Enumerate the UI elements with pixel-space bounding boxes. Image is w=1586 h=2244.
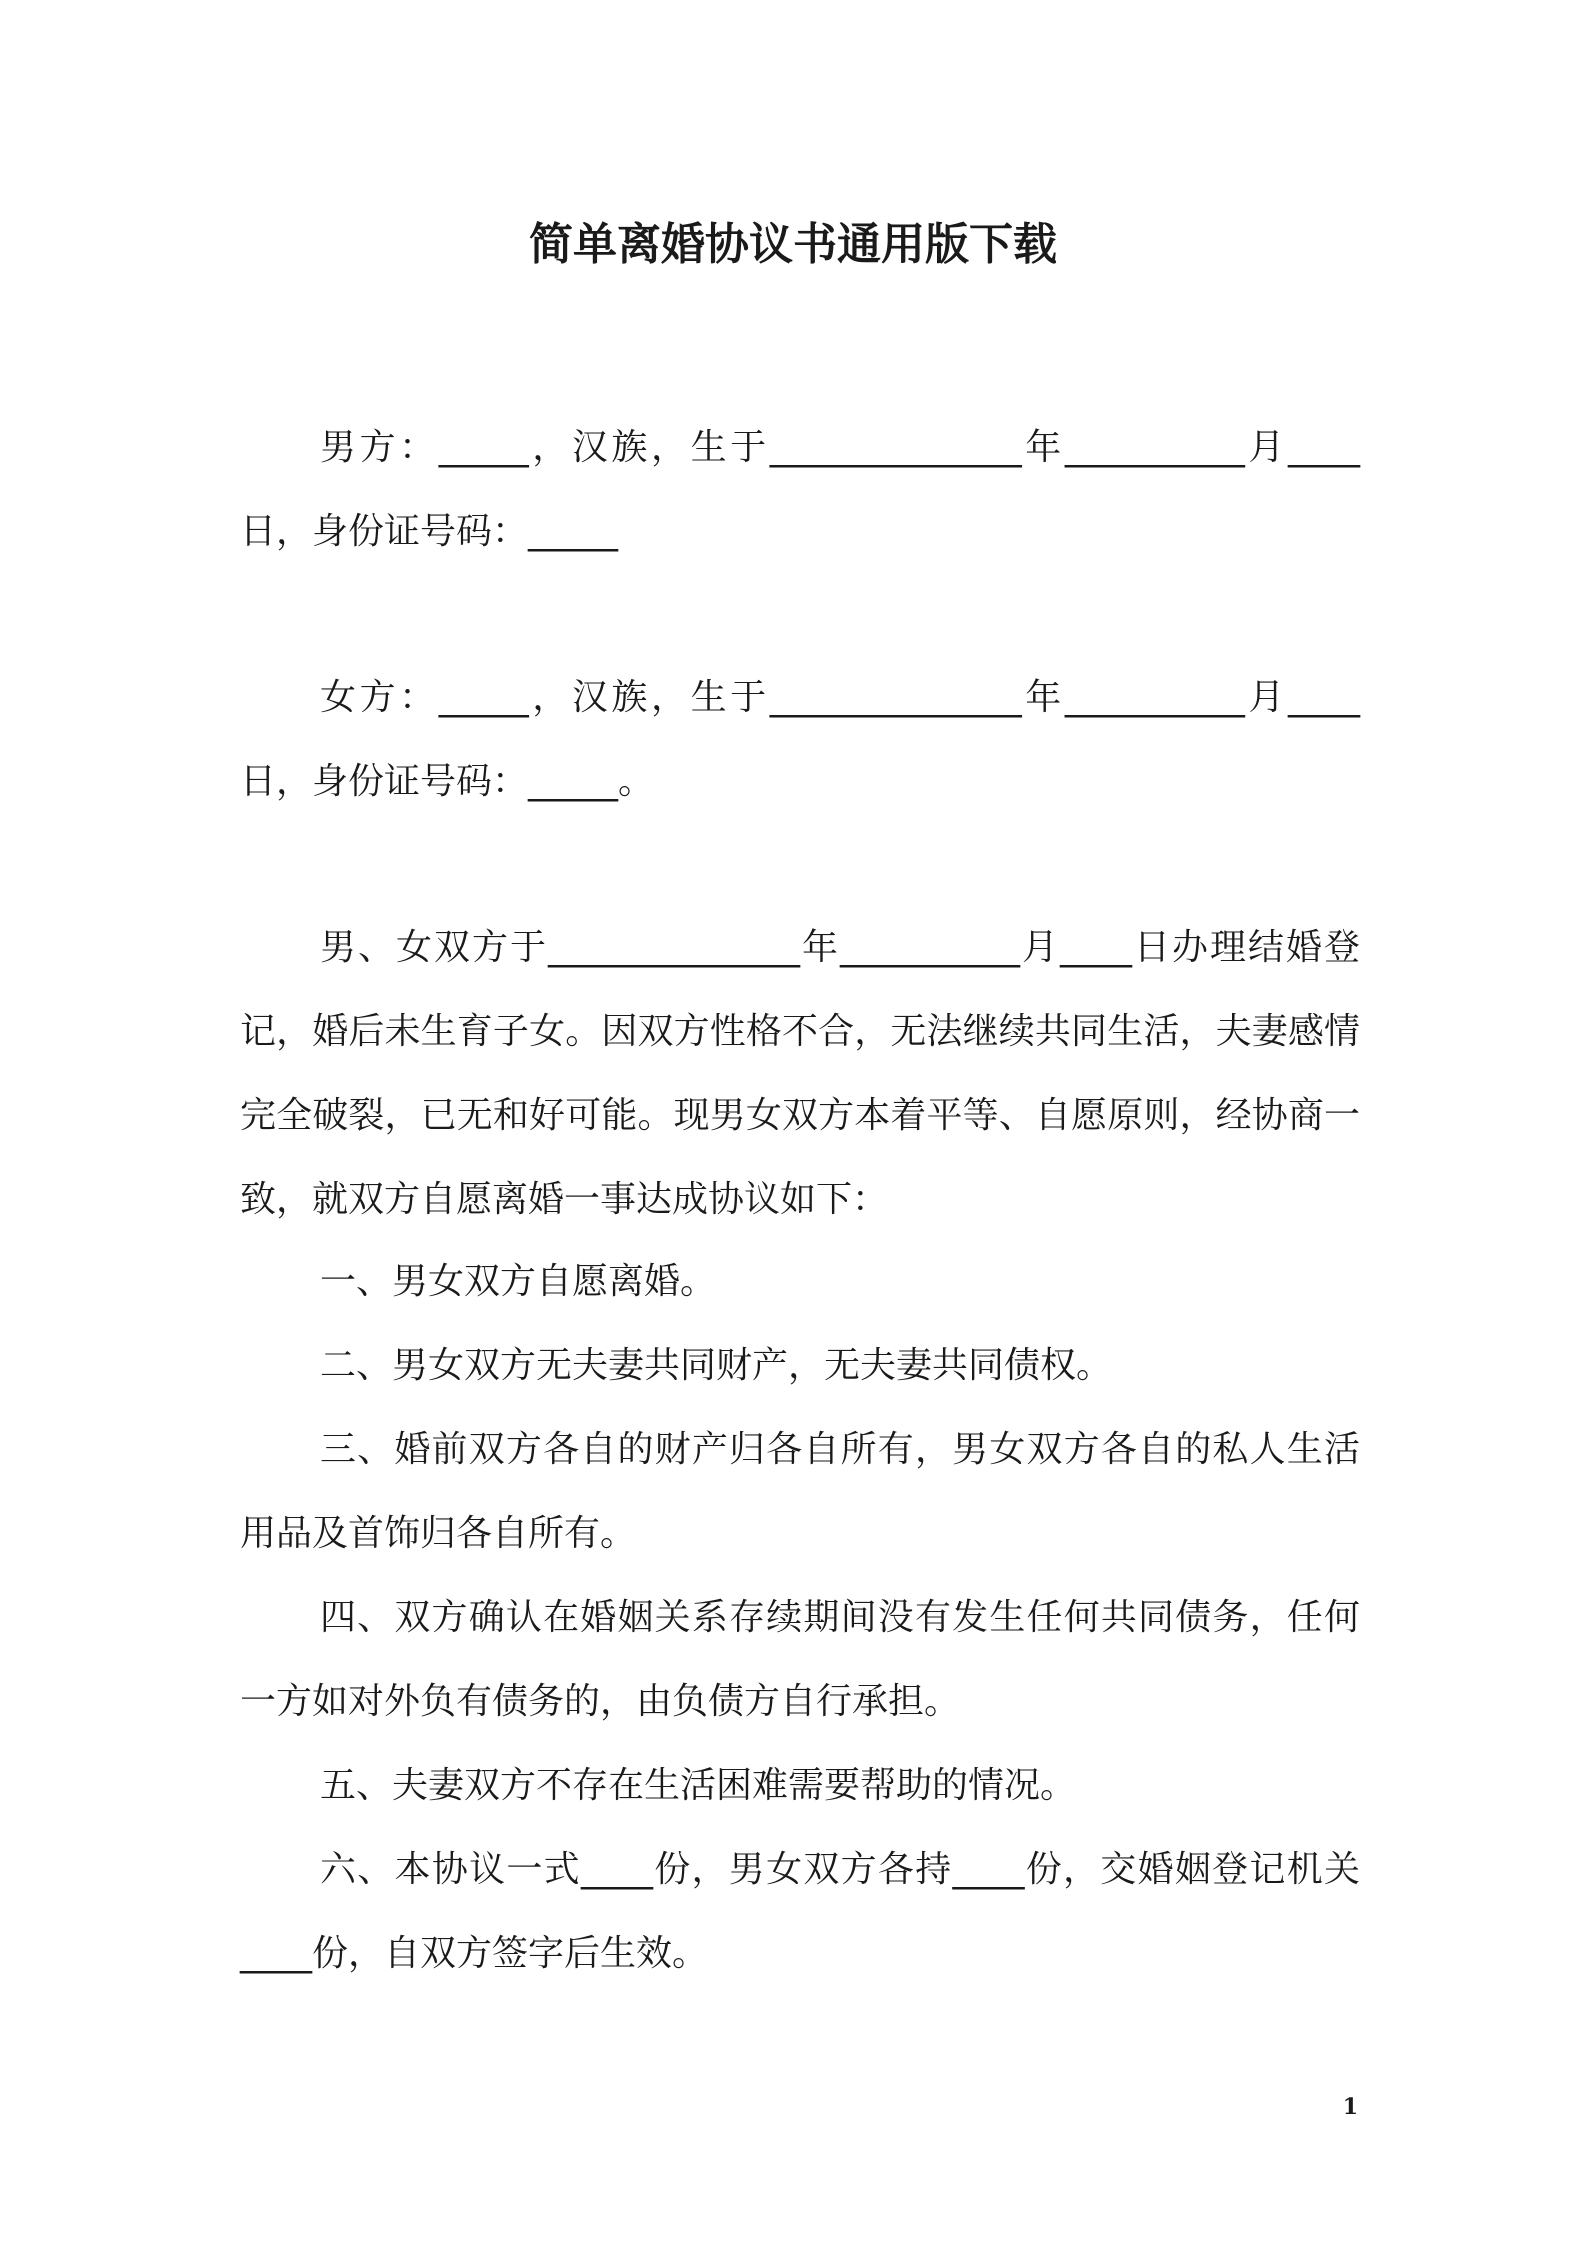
clause-6-paragraph [240,1828,1360,1996]
clause-1-paragraph [240,1240,1360,1324]
page-number: 1 [1342,2094,1358,2120]
clause-1-text: 一、男女双方自愿离婚。 [320,1261,717,1302]
intro-text: 男、女双方于______________年__________月____日办理结婚登记，婚后未生育子女。因双方性格不合，无法继续共同生活，夫妻感情完全破裂，已无和好可能。现男女双方本着平等、自愿原则，经协商一致，就双方自愿离婚一事达成协议如下： [240,927,1360,1220]
intro-paragraph [240,906,1360,1242]
female-party-paragraph [240,656,1360,824]
male-party-paragraph [240,406,1360,574]
document-title: 简单离婚协议书通用版下载 [529,219,1057,270]
clause-5-text: 五、夫妻双方不存在生活困难需要帮助的情况。 [320,1765,1077,1806]
clause-6-text: 六、本协议一式____份，男女双方各持____份，交婚姻登记机关____份，自双方签字后生效。 [240,1849,1360,1974]
clause-5-paragraph [240,1744,1360,1828]
clause-2-paragraph [240,1324,1360,1408]
clause-4-paragraph [240,1576,1360,1744]
female-party-text: 女方：_____，汉族，生于______________年__________月____日，身份证号码：_____。 [240,677,1360,802]
clause-4-text: 四、双方确认在婚姻关系存续期间没有发生任何共同债务，任何一方如对外负有债务的，由负债方自行承担。 [240,1597,1360,1722]
clause-2-text: 二、男女双方无夫妻共同财产，无夫妻共同债权。 [320,1345,1113,1386]
clause-3-paragraph [240,1408,1360,1576]
male-party-text: 男方：_____，汉族，生于______________年__________月____日，身份证号码：_____ [240,427,1360,552]
clause-3-text: 三、婚前双方各自的财产归各自所有，男女双方各自的私人生活用品及首饰归各自所有。 [240,1429,1360,1554]
